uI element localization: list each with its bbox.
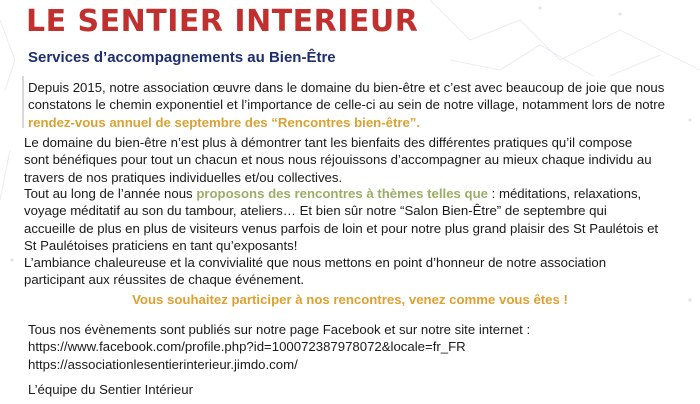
events-line-2: voyage méditatif au son du tambour, ateliers… Et bien sûr notre “Salon Bien-Être” de septembre qui bbox=[24, 203, 607, 219]
intro-line-1: Depuis 2015, notre association œuvre dans le domaine du bien-être et c’est avec beaucoup de joie que nous bbox=[28, 80, 665, 95]
benefits-line-2: sont bénéfiques pour tout un chacun et nous nous réjouissons d’accompagner au mieux chaque individu au bbox=[24, 152, 652, 168]
signature: L’équipe du Sentier Intérieur bbox=[28, 382, 193, 397]
events-highlight: proposons des rencontres à thèmes telles que bbox=[196, 186, 488, 201]
events-line-3: accueille de plus en plus de visiteurs venus parfois de loin et pour notre plus grand plaisir des St Paulétois et bbox=[24, 220, 659, 236]
benefits-line-3: travers de nos pratiques individuelles et/ou collectives. bbox=[24, 169, 343, 185]
paragraph-benefits bbox=[24, 134, 672, 186]
page-title: LE SENTIER INTERIEUR bbox=[26, 4, 419, 39]
events-line-1 bbox=[24, 185, 684, 202]
call-to-action: Vous souhaitez participer à nos rencontres, venez comme vous êtes ! bbox=[132, 292, 568, 307]
links-section bbox=[28, 321, 688, 373]
benefits-line-1: Le domaine du bien-être n’est plus à démontrer tant les bienfaits des différentes pratiques qu’il compose bbox=[24, 135, 633, 150]
links-intro: Tous nos évènements sont publiés sur notre page Facebook et sur notre site internet : bbox=[28, 322, 531, 337]
paragraph-ambiance bbox=[24, 254, 684, 289]
ambiance-line-2: participant aux réussites de chaque événement. bbox=[24, 272, 305, 288]
events-line-1-start: Tout au long de l’année nous bbox=[24, 186, 197, 201]
intro-highlight: rendez-vous annuel de septembre des “Rencontres bien-être”. bbox=[28, 114, 421, 130]
events-line-4: St Paulétoises praticiens en tant qu’exposants! bbox=[24, 237, 298, 253]
paragraph-events bbox=[24, 185, 684, 254]
page-subtitle: Services d’accompagnements au Bien-Être bbox=[28, 49, 336, 66]
ambiance-line-1: L’ambiance chaleureuse et la convivialité que nous mettons en point d’honneur de notre association bbox=[24, 255, 607, 270]
website-link[interactable]: https://associationlesentierinterieur.jimdo.com/ bbox=[28, 356, 298, 372]
intro-line-2: constatons le chemin exponentiel et l’importance de celle-ci au sein de notre village, notamment lors de notre bbox=[28, 97, 666, 113]
facebook-link[interactable]: https://www.facebook.com/profile.php?id=100072387978072&locale=fr_FR bbox=[28, 339, 466, 355]
events-line-1-end: : méditations, relaxations, bbox=[488, 186, 642, 201]
intro-paragraph bbox=[28, 79, 688, 131]
